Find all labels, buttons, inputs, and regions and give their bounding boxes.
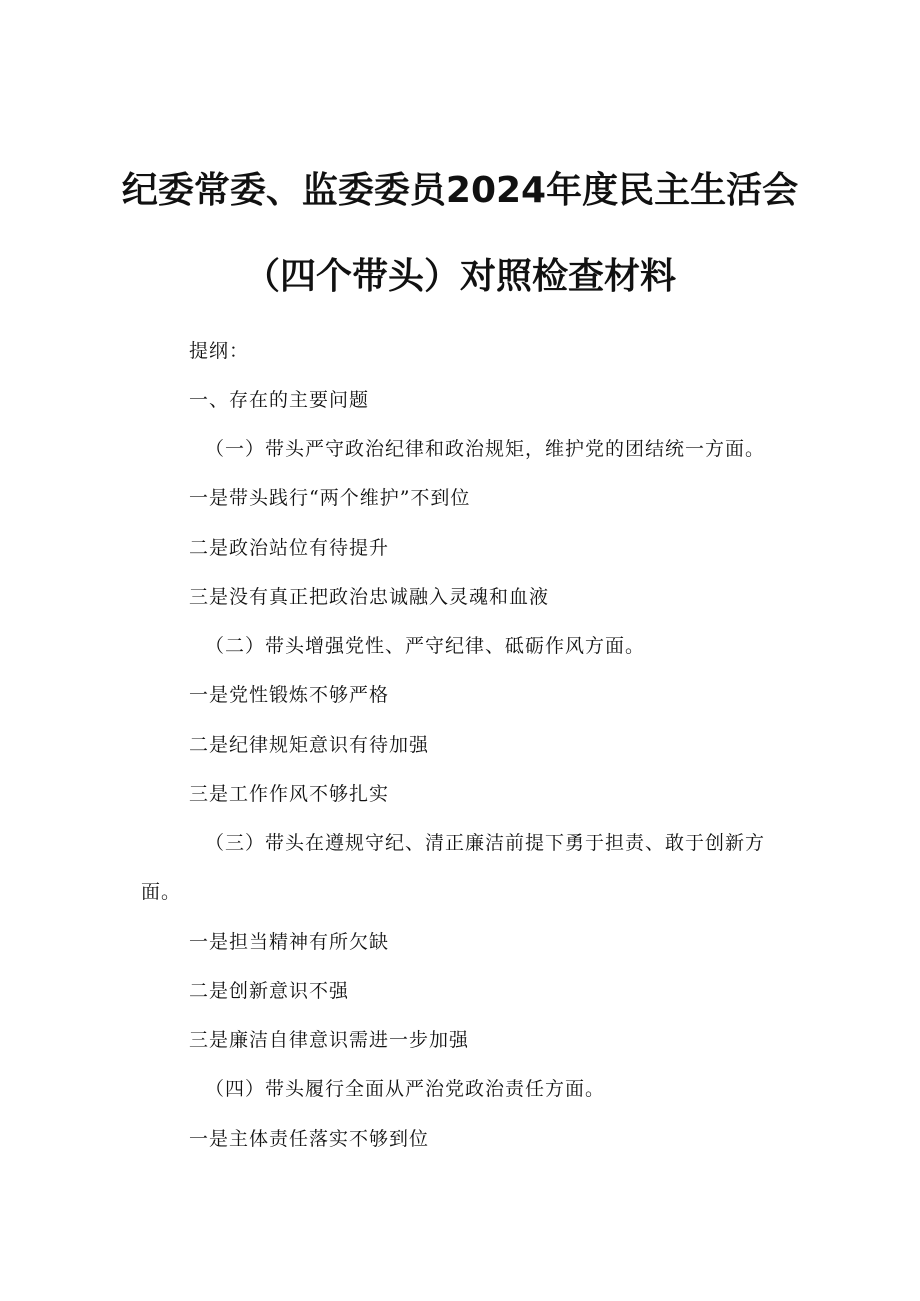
list-item: 二是创新意识不强 (189, 980, 350, 1002)
list-item: 一是主体责任落实不够到位 (189, 1128, 430, 1150)
section-heading-main-problems: 一、存在的主要问题 (189, 389, 370, 411)
outline-label: 提纲： (189, 340, 250, 362)
list-item: 一是担当精神有所欠缺 (189, 931, 390, 953)
list-item: 一是党性锻炼不够严格 (189, 684, 390, 706)
list-item: 三是没有真正把政治忠诚融入灵魂和血液 (189, 586, 550, 608)
subsection-heading-3: （三）带头在遵规守纪、清正廉洁前提下勇于担责、敢于创新方 (205, 832, 766, 854)
subsection-heading-2: （二）带头增强党性、严守纪律、砥砺作风方面。 (205, 635, 646, 657)
subsection-heading-3-continuation: 面。 (141, 881, 182, 903)
list-item: 一是带头践行“两个维护”不到位 (189, 487, 471, 509)
list-item: 二是政治站位有待提升 (189, 537, 390, 559)
subsection-heading-1: （一）带头严守政治纪律和政治规矩，维护党的团结统一方面。 (205, 438, 766, 460)
list-item: 三是廉洁自律意识需进一步加强 (189, 1029, 470, 1051)
subsection-heading-4: （四）带头履行全面从严治党政治责任方面。 (205, 1078, 606, 1100)
document-title-line-1: 纪委常委、监委委员2024年度民主生活会 (121, 170, 799, 211)
document-title-line-2: （四个带头）对照检查材料 (243, 256, 676, 297)
list-item: 三是工作作风不够扎实 (189, 783, 390, 805)
list-item: 二是纪律规矩意识有待加强 (189, 734, 430, 756)
